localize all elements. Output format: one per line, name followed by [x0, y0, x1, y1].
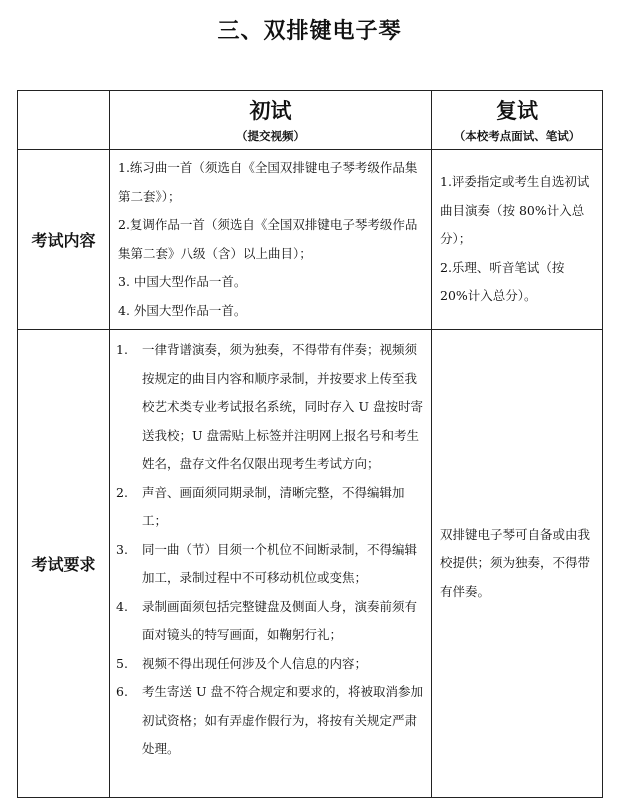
requirements-row: [18, 330, 603, 798]
requirement-number: 6.: [116, 684, 128, 699]
first-exam-subtitle: （提交视频）: [236, 129, 305, 143]
requirement-number: 2.: [116, 484, 128, 500]
second-exam-title: 复试: [496, 99, 538, 123]
requirement-text: 考生寄送 U 盘不符合规定和要求的，将被取消参加初试资格；如有弄虚作假行为，将按有关规定严肃处理。: [142, 684, 423, 756]
first-exam-title: 初试: [249, 99, 292, 123]
second-exam-requirements: [432, 330, 603, 798]
requirement-item: [116, 593, 425, 650]
requirement-text: 同一曲（节）目须一个机位不间断录制，不得编辑加工，录制过程中不可移动机位或变焦；: [142, 541, 418, 585]
header-second-exam: [432, 91, 603, 150]
second-exam-content: [432, 150, 603, 330]
header-row: [18, 91, 603, 150]
requirement-item: [116, 678, 425, 764]
first-content-item: 4. 外国大型作品一首。: [118, 302, 247, 318]
second-content-item: 2.乐理、听音笔试（按 20%计入总分）。: [440, 259, 565, 304]
first-exam-requirements: [110, 330, 432, 798]
requirement-text: 录制画面须包括完整键盘及侧面人身，演奏前须有面对镜头的特写画面，如鞠躬行礼；: [142, 598, 418, 642]
first-exam-content: [110, 150, 432, 330]
content-row: [18, 150, 603, 330]
second-exam-subtitle: （本校考点面试、笔试）: [453, 129, 581, 143]
header-first-exam: [110, 91, 432, 150]
requirement-text: 一律背谱演奏，须为独奏，不得带有伴奏；视频须按规定的曲目内容和顺序录制，并按要求上传至我校艺术类专业考试报名系统，同时存入 U 盘按时寄送我校；U 盘需贴上标签并注明网上报名号和考生姓名，盘存文件名仅限出现考生考试方向；: [142, 342, 423, 471]
second-requirements-text: 双排键电子琴可自备或由我校提供；须为独奏，不得带有伴奏。: [440, 526, 591, 599]
requirement-text: 视频不得出现任何涉及个人信息的内容；: [142, 655, 368, 671]
requirement-item: [116, 650, 425, 679]
requirement-item: [116, 479, 425, 536]
requirement-number: 5.: [116, 655, 128, 671]
content-row-label: 考试内容: [18, 150, 110, 330]
requirement-text: 声音、画面须同期录制，清晰完整，不得编辑加工；: [142, 484, 405, 528]
requirement-number: 3.: [116, 541, 128, 557]
first-content-item: 2.复调作品一首（须选自《全国双排键电子琴考级作品集第二套》八级（含）以上曲目）；: [118, 217, 418, 261]
requirement-number: 4.: [116, 598, 128, 614]
first-content-item: 1.练习曲一首（须选自《全国双排键电子琴考级作品集第二套》）；: [118, 160, 418, 204]
exam-table: [17, 90, 603, 798]
page-title: 三、双排键电子琴: [217, 19, 402, 44]
requirements-row-label: 考试要求: [18, 330, 110, 798]
requirement-number: 1.: [116, 342, 128, 357]
header-empty-cell: [18, 91, 110, 150]
requirement-item: [116, 536, 425, 593]
first-content-item: 3. 中国大型作品一首。: [118, 274, 247, 289]
requirement-item: [116, 336, 425, 479]
second-content-item: 1.评委指定或考生自选初试曲目演奏（按 80%计入总分）；: [440, 174, 590, 247]
